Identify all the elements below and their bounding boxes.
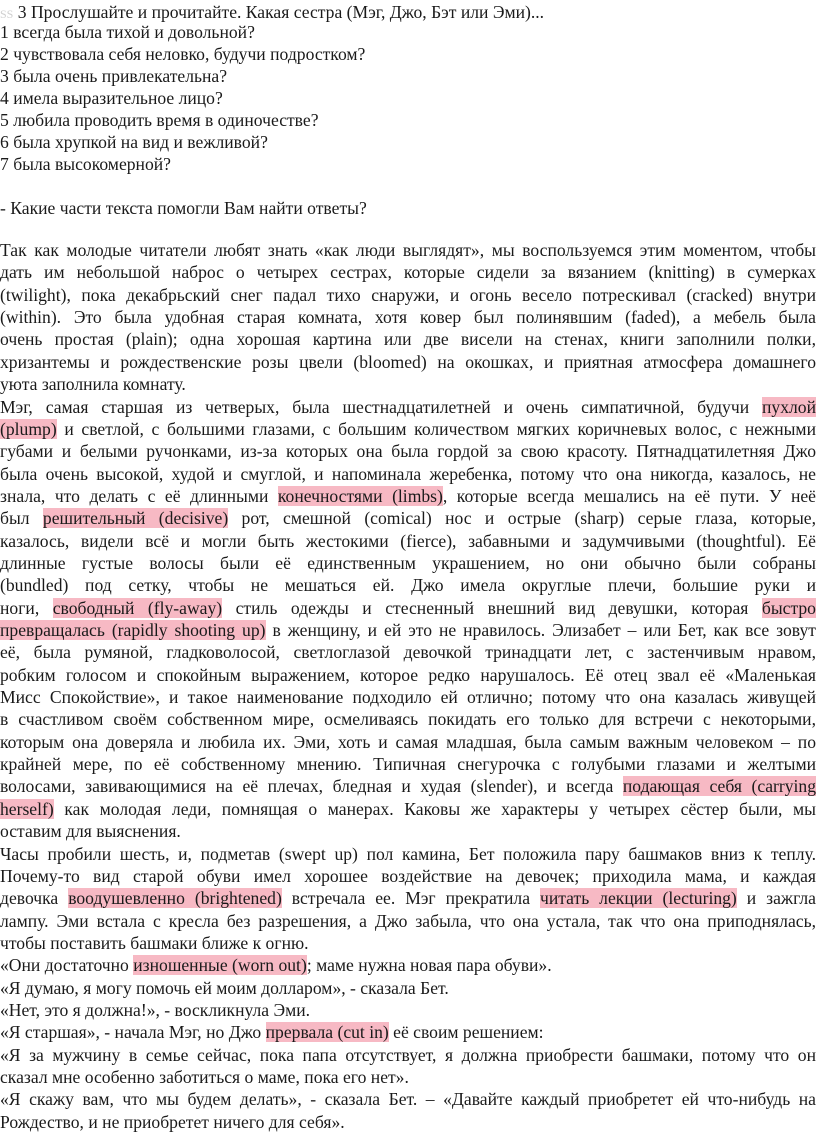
text-line: [0, 642, 816, 662]
text-line: [0, 374, 816, 394]
text-line: [0, 844, 816, 864]
text-segment: Мисс Спокойствие», и такое наименование подходило ей отлично; потому что она казалась живущей: [0, 687, 816, 707]
highlighted-phrase: конечностями (limbs): [278, 486, 443, 506]
text-line: [0, 911, 816, 931]
text-segment: уюта заполнила комнату.: [0, 374, 186, 394]
text-segment: ноги,: [0, 598, 53, 618]
text-segment: был: [0, 508, 43, 528]
text-line: [0, 687, 816, 707]
text-segment: «Я за мужчину в семье сейчас, пока папа отсутствует, я должна приобрести башмаки, потому что он: [0, 1045, 816, 1065]
text-segment: хризантемы и рождественские розы цвели (bloomed) на окошках, и приятная атмосфера домашнего: [0, 352, 816, 372]
text-segment: и зажгла: [737, 888, 816, 908]
text-segment: в женщину, и ей это не нравилось. Элизабет – или Бет, как все зовут: [266, 620, 816, 640]
text-line: [0, 1022, 816, 1042]
text-line: [0, 397, 816, 417]
text-line: [0, 1045, 816, 1065]
highlighted-phrase: прервала (cut in): [266, 1022, 389, 1042]
question-4: 4 имела выразительное лицо?: [0, 88, 816, 108]
text-line: [0, 508, 816, 528]
text-line: [0, 821, 816, 841]
text-segment: встречала ее. Мэг прекратила: [282, 888, 540, 908]
page-stamp: SS: [0, 7, 13, 21]
highlighted-phrase: herself): [0, 799, 54, 819]
text-segment: (bundled) под сетку, чтобы не мешаться ей. Джо имела округлые плечи, большие руки и: [0, 575, 816, 595]
text-segment: волосами, завивающимися на её плечах, бледная и худая (slender), и всегда: [0, 776, 623, 796]
text-segment: дать им небольшой наброс о четырех сестрах, которые сидели за вязанием (knitting) в сумерках: [0, 262, 816, 282]
text-segment: «Я скажу вам, что мы будем делать», - сказала Бет. – «Давайте каждый приобретет ей что-нибудь на: [0, 1089, 816, 1109]
task-title: 3 Прослушайте и прочитайте. Какая сестра (Мэг, Джо, Бэт или Эми)...: [18, 2, 544, 22]
highlighted-phrase: воодушевленно (brightened): [68, 888, 282, 908]
text-line: [0, 732, 816, 752]
text-segment: которым она доверяла и любила их. Эми, хоть и самая младшая, была самым важным человеком – по: [0, 732, 816, 752]
text-segment: казалось, видели всё и могли быть жестокими (fierce), забавными и задумчивыми (thoughtful). Её: [0, 531, 816, 551]
text-segment: знала, что делать с её длинными: [0, 486, 278, 506]
text-segment: робким голосом и спокойным выражением, которое редко нарушалось. Её отец звал её «Маленькая: [0, 665, 816, 685]
text-segment: «Я думаю, я могу помочь ей моим долларом», - сказала Бет.: [0, 978, 449, 998]
text-segment: (twilight), пока декабрьский снег падал тихо снаружи, и огонь весело потрескивал (cracked) внутри: [0, 285, 816, 305]
text-segment: и светлой, с большими глазами, с большим количеством мягких коричневых волос, с нежными: [57, 419, 816, 439]
text-segment: её своим решением:: [389, 1022, 544, 1042]
text-line: [0, 352, 816, 372]
text-segment: девочка: [0, 888, 68, 908]
text-line: [0, 285, 816, 305]
text-segment: чтобы поставить башмаки ближе к огню.: [0, 933, 309, 953]
text-line: [0, 1089, 816, 1109]
text-line: [0, 978, 816, 998]
text-line: [0, 464, 816, 484]
highlighted-phrase: читать лекции (lecturing): [540, 888, 737, 908]
text-line: [0, 620, 816, 640]
text-line: [0, 888, 816, 908]
highlighted-phrase: подающая себя (carrying: [623, 776, 816, 796]
text-segment: (within). Это была удобная старая комната, хотя ковер был полинявшим (faded), а мебель была: [0, 307, 816, 327]
text-line: [0, 1000, 816, 1020]
text-segment: сказал мне особенно заботиться о маме, пока его нет».: [0, 1067, 409, 1087]
highlighted-phrase: свободный (fly-away): [53, 598, 222, 618]
text-segment: была очень высокой, худой и смуглой, и напоминала жеребенка, потому что она никогда, казалось, не: [0, 464, 816, 484]
text-segment: длинные густые волосы были её единственным украшением, но они обычно были собраны: [0, 553, 816, 573]
text-segment: ; маме нужна новая пара обуви».: [307, 955, 552, 975]
text-line: [0, 531, 816, 551]
task-heading: [0, 2, 800, 22]
text-line: [0, 955, 816, 975]
question-3: 3 была очень привлекательна?: [0, 66, 816, 86]
question-6: 6 была хрупкой на вид и вежливой?: [0, 132, 816, 152]
discussion-prompt: - Какие части текста помогли Вам найти ответы?: [0, 198, 816, 218]
highlighted-phrase: пухлой: [762, 397, 816, 417]
text-line: [0, 486, 816, 506]
text-line: [0, 665, 816, 685]
text-line: [0, 441, 816, 461]
text-segment: губами и белыми ручонками, из-за которых она была гордой за свою красоту. Пятнадцатилетняя Джо: [0, 441, 816, 461]
highlighted-phrase: (plump): [0, 419, 57, 439]
text-line: [0, 329, 816, 349]
text-segment: в счастливом своём собственном мире, осмеливаясь покидать его только для встречи с некоторыми,: [0, 709, 816, 729]
text-line: [0, 1067, 816, 1087]
text-segment: Часы пробили шесть, и, подметав (swept up) пол камина, Бет положила пару башмаков вниз к теплу.: [0, 844, 816, 864]
text-line: [0, 598, 816, 618]
text-segment: крайней мере, по её собственному мнению. Типичная снегурочка с голубыми глазами и желтыми: [0, 754, 816, 774]
text-line: [0, 866, 816, 886]
text-segment: Почему-то вид старой обуви имел хорошее воздействие на девочек; приходила мама, и каждая: [0, 866, 816, 886]
text-line: [0, 799, 816, 819]
text-segment: оставим для выяснения.: [0, 821, 181, 841]
text-line: [0, 933, 816, 953]
question-2: 2 чувствовала себя неловко, будучи подростком?: [0, 44, 816, 64]
text-segment: очень простая (plain); одна хорошая картина или две висели на стенах, книги заполнили полки,: [0, 329, 816, 349]
text-line: [0, 553, 816, 573]
question-1: 1 всегда была тихой и довольной?: [0, 22, 816, 42]
text-line: [0, 709, 816, 729]
text-line: [0, 776, 816, 796]
text-line: [0, 575, 816, 595]
question-5: 5 любила проводить время в одиночестве?: [0, 110, 816, 130]
text-line: [0, 754, 816, 774]
text-segment: Рождество, и не приобретет ничего для себя».: [0, 1112, 345, 1132]
text-segment: рот, смешной (comical) нос и острые (sharp) серые глаза, которые,: [228, 508, 816, 528]
text-line: [0, 1112, 816, 1132]
highlighted-phrase: превращалась (rapidly shooting up): [0, 620, 266, 640]
text-segment: «Я старшая», - начала Мэг, но Джо: [0, 1022, 266, 1042]
text-line: [0, 262, 816, 282]
text-segment: стиль одежды и стесненный внешний вид девушки, которая: [222, 598, 762, 618]
text-segment: «Нет, это я должна!», - воскликнула Эми.: [0, 1000, 310, 1020]
question-7: 7 была высокомерной?: [0, 154, 816, 174]
text-segment: «Они достаточно: [0, 955, 133, 975]
highlighted-phrase: решительный (decisive): [43, 508, 228, 528]
text-segment: Мэг, самая старшая из четверых, была шестнадцатилетней и очень симпатичной, будучи: [0, 397, 762, 417]
text-line: [0, 240, 816, 260]
text-segment: , которые всегда мешались на её пути. У неё: [443, 486, 816, 506]
highlighted-phrase: быстро: [762, 598, 816, 618]
text-segment: Так как молодые читатели любят знать «как люди выглядят», мы воспользуемся этим моментом, чтобы: [0, 240, 816, 260]
text-segment: лампу. Эми встала с кресла без разрешения, а Джо забыла, что она устала, так что она приподнялась,: [0, 911, 816, 931]
text-segment: её, была румяной, гладковолосой, светлоглазой девочкой тринадцати лет, с застенчивым нравом,: [0, 642, 816, 662]
text-line: [0, 307, 816, 327]
text-segment: как молодая леди, помнящая о манерах. Каковы же характеры у четырех сёстер были, мы: [54, 799, 816, 819]
text-line: [0, 419, 816, 439]
highlighted-phrase: изношенные (worn out): [133, 955, 307, 975]
